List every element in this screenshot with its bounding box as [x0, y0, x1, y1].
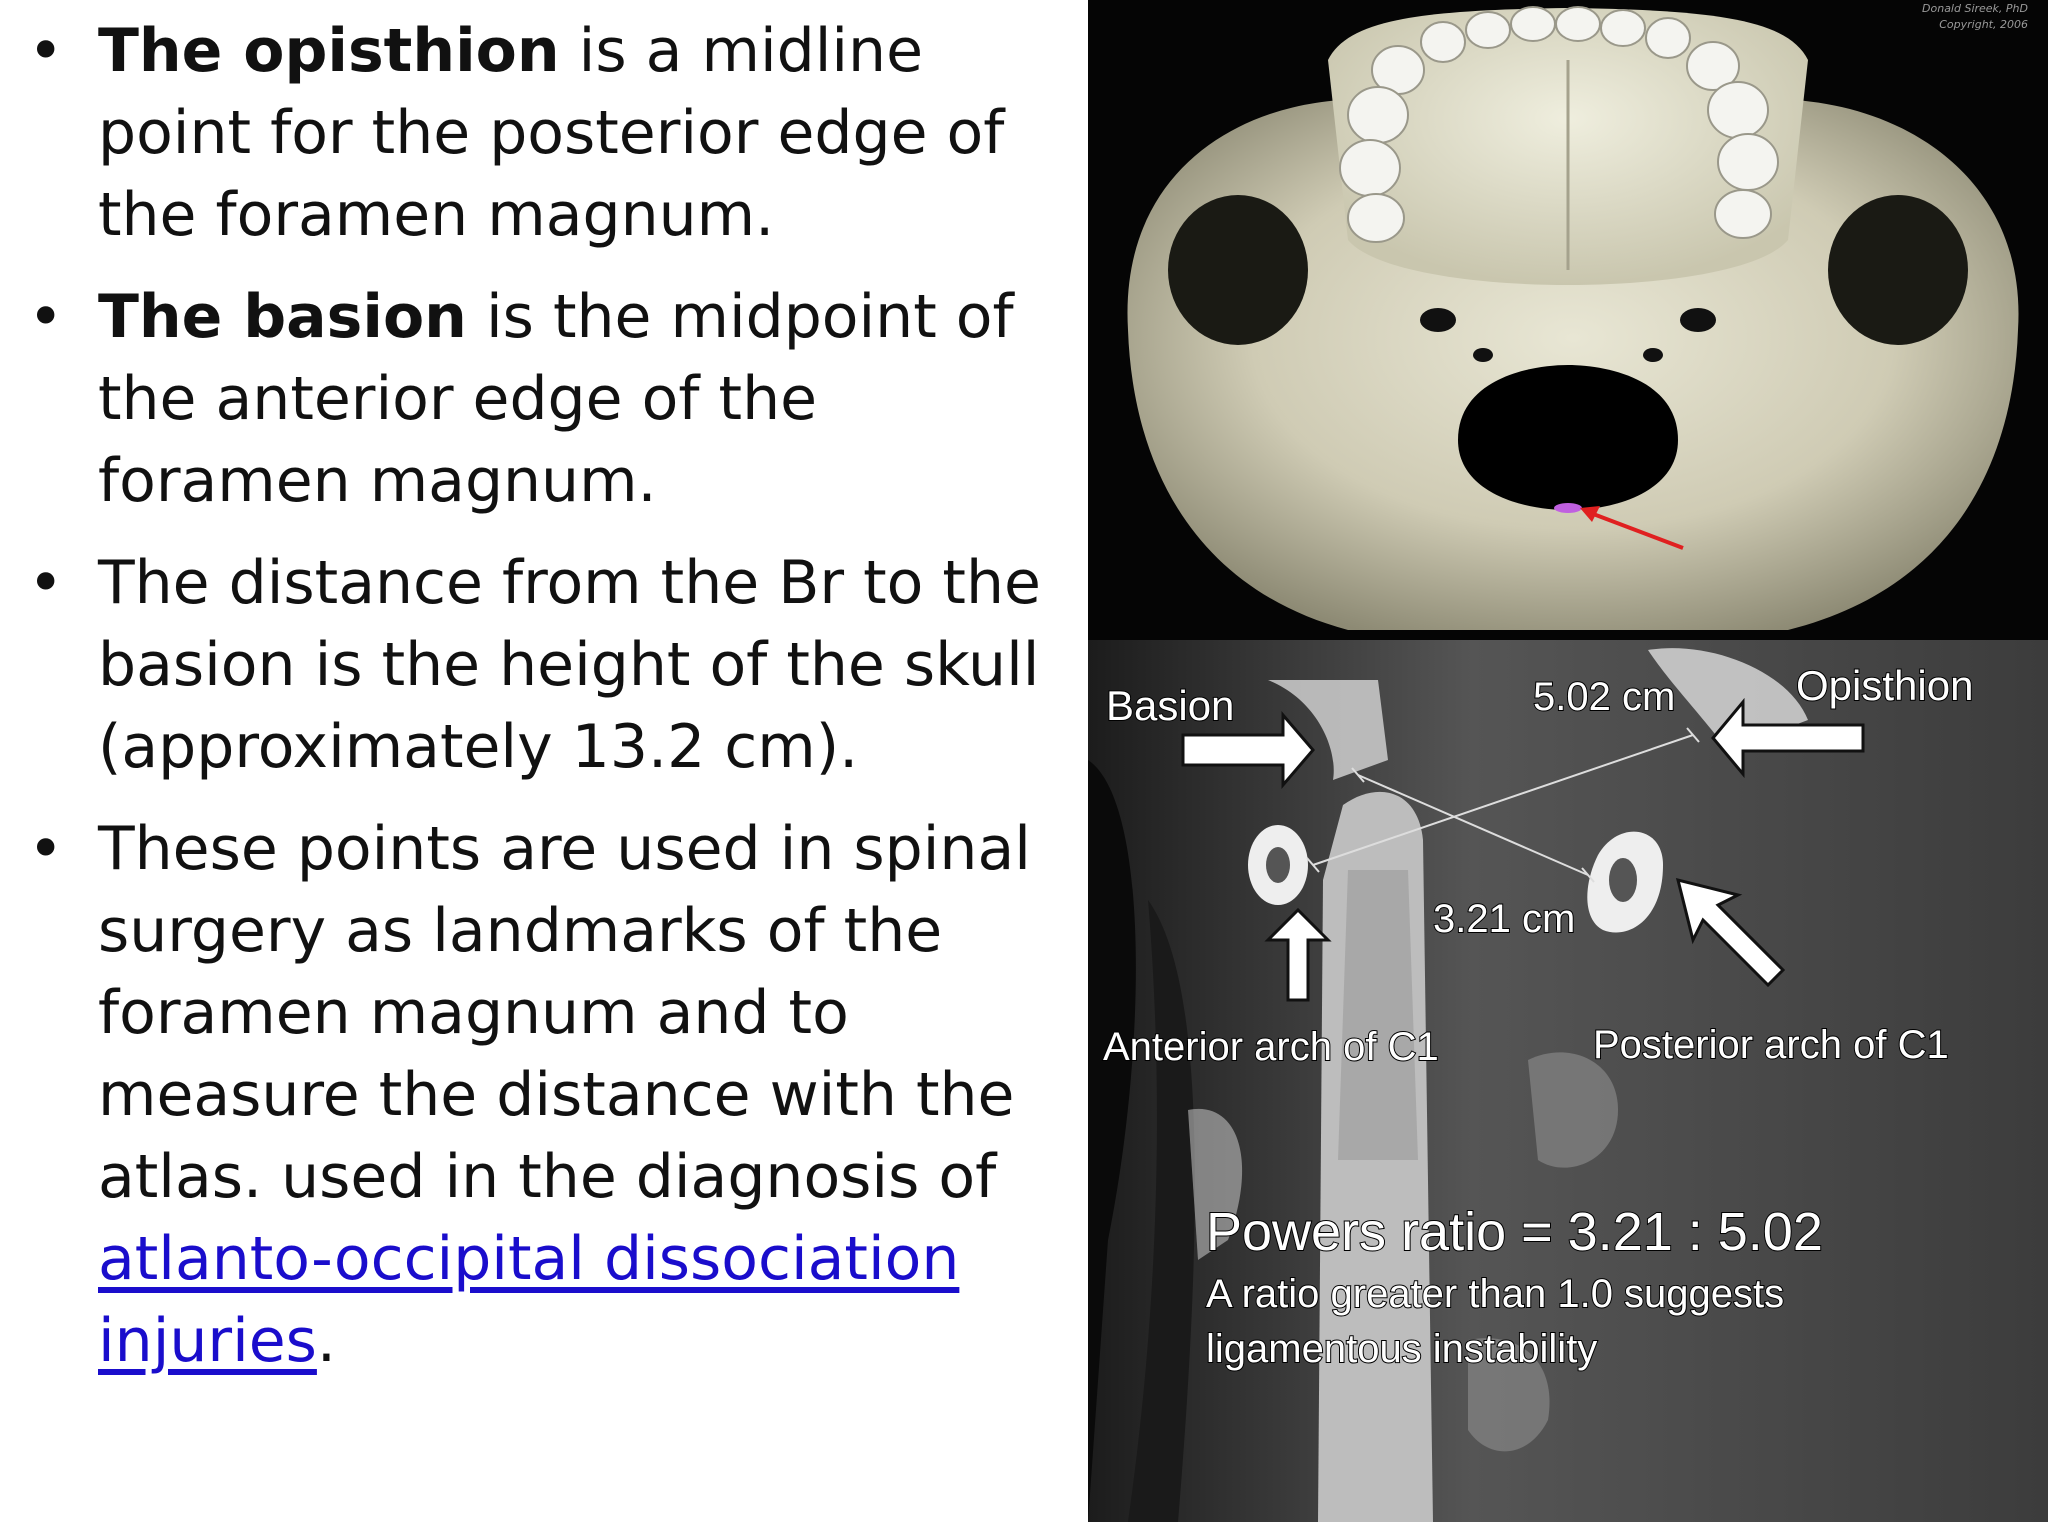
ratio-note-line-1: A ratio greater than 1.0 suggests — [1206, 1272, 1785, 1316]
bullet-basion — [28, 276, 1078, 522]
ct-illustration — [1088, 640, 2048, 1522]
label-anterior-arch: Anterior arch of C1 — [1103, 1025, 1439, 1069]
bullet-dot: • — [28, 814, 64, 884]
ratio-note-line-2: ligamentous instability — [1206, 1327, 1598, 1371]
label-basion: Basion — [1106, 682, 1235, 729]
bullet-skull-height — [28, 542, 1078, 788]
bullet-list — [28, 10, 1078, 1402]
definition-basion: is the midpoint of the anterior edge of the foramen magnum. — [98, 282, 1014, 516]
measure-short: 3.21 cm — [1433, 897, 1576, 941]
copyright-line-2: Copyright, 2006 — [1939, 18, 2028, 31]
bullet-dot: • — [28, 548, 64, 618]
skull-inferior-view-image — [1088, 0, 2048, 640]
ct-sagittal-image — [1088, 640, 2048, 1522]
label-opisthion: Opisthion — [1796, 662, 1974, 709]
surgery-use-end: . — [316, 1306, 336, 1376]
image-column — [1088, 0, 2048, 1522]
copyright-line-1: Donald Sireek, PhD — [1922, 2, 2028, 15]
surgery-use-text: These points are used in spinal surgery as landmarks of the foramen magnum and to measure the distance with the atlas. used in the diagnosis of — [98, 814, 1031, 1212]
bullet-opisthion — [28, 10, 1078, 256]
bullet-dot: • — [28, 16, 64, 86]
ratio-title: Powers ratio = 3.21 : 5.02 — [1206, 1202, 1823, 1262]
bullet-surgery-use — [28, 808, 1078, 1382]
term-opisthion: The opisthion — [98, 16, 560, 86]
label-posterior-arch: Posterior arch of C1 — [1593, 1023, 1949, 1067]
skull-height-text: The distance from the Br to the basion is the height of the skull (approximately 13.2 cm). — [98, 548, 1041, 782]
definition-opisthion: is a midline point for the posterior edge of the foramen magnum. — [98, 16, 1005, 250]
atlanto-occipital-link[interactable]: atlanto-occipital dissociation injuries — [98, 1224, 960, 1376]
measure-long: 5.02 cm — [1533, 675, 1676, 719]
bullet-dot: • — [28, 282, 64, 352]
skull-illustration — [1088, 0, 2048, 640]
term-basion: The basion — [98, 282, 467, 352]
